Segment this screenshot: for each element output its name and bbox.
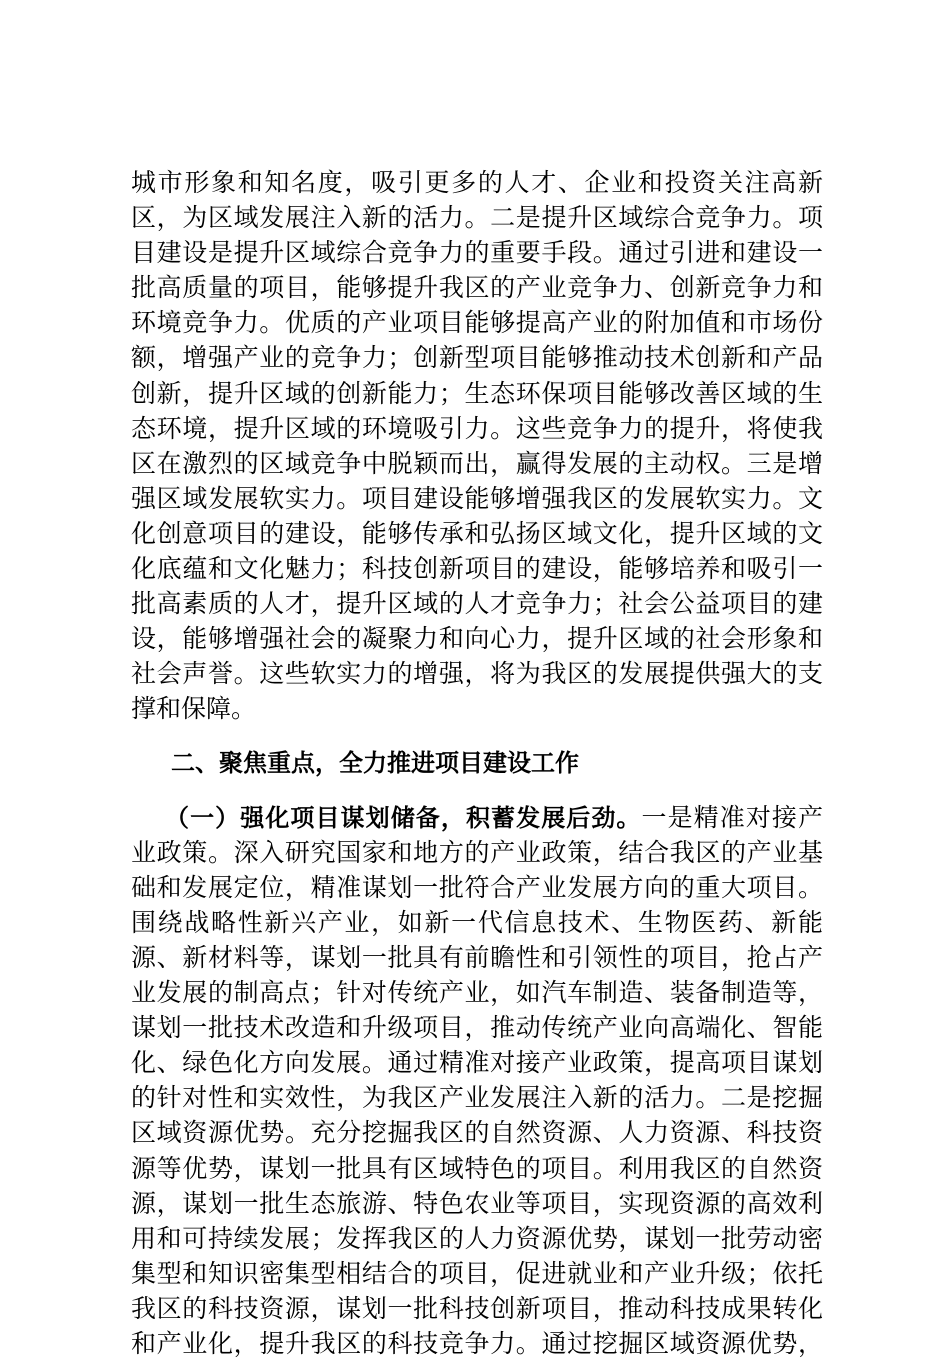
text-line: 用和可持续发展；发挥我区的人力资源优势，谋划一批劳动密	[131, 1223, 823, 1253]
text-line: 业发展的制高点；针对传统产业，如汽车制造、装备制造等，	[131, 978, 823, 1008]
text-line: 和产业化，提升我区的科技竞争力。通过挖掘区域资源优势，	[131, 1329, 823, 1358]
text-line: 源等优势，谋划一批具有区域特色的项目。利用我区的自然资	[131, 1153, 823, 1183]
section-heading: 二、聚焦重点，全力推进项目建设工作	[171, 748, 579, 777]
text-line: 社会声誉。这些软实力的增强，将为我区的发展提供强大的支	[131, 659, 823, 689]
text-line: 城市形象和知名度，吸引更多的人才、企业和投资关注高新	[131, 168, 823, 197]
text-line: 目建设是提升区域综合竞争力的重要手段。通过引进和建设一	[131, 238, 823, 268]
text-line: 环境竞争力。优质的产业项目能够提高产业的附加值和市场份	[131, 308, 823, 338]
paragraph-1	[131, 165, 823, 727]
text-line: 围绕战略性新兴产业，如新一代信息技术、生物医药、新能	[131, 907, 823, 937]
text-line: 态环境，提升区域的环境吸引力。这些竞争力的提升，将使我	[131, 413, 823, 443]
text-line: 业政策。深入研究国家和地方的产业政策，结合我区的产业基	[131, 837, 823, 867]
text-line: 设，能够增强社会的凝聚力和向心力，提升区域的社会形象和	[131, 624, 823, 654]
text-line: 础和发展定位，精准谋划一批符合产业发展方向的重大项目。	[131, 872, 823, 902]
text-line: 源、新材料等，谋划一批具有前瞻性和引领性的项目，抢占产	[131, 942, 823, 972]
text-line: 化底蕴和文化魅力；科技创新项目的建设，能够培养和吸引一	[131, 554, 823, 584]
text-line: 创新，提升区域的创新能力；生态环保项目能够改善区域的生	[131, 378, 823, 408]
text-line: 区域资源优势。充分挖掘我区的自然资源、人力资源、科技资	[131, 1118, 823, 1148]
text-line: 集型和知识密集型相结合的项目，促进就业和产业升级；依托	[131, 1258, 823, 1288]
paragraph-gap	[131, 781, 823, 800]
text-line: 撑和保障。	[131, 694, 257, 724]
paragraph-lead-line	[131, 800, 823, 835]
text-line: 批高素质的人才，提升区域的人才竞争力；社会公益项目的建	[131, 589, 823, 619]
paragraph-2	[131, 800, 823, 1361]
text-line: 区，为区域发展注入新的活力。二是提升区域综合竞争力。项	[131, 203, 823, 233]
text-line: 强区域发展软实力。项目建设能够增强我区的发展软实力。文	[131, 483, 823, 513]
text-line: 源，谋划一批生态旅游、特色农业等项目，实现资源的高效利	[131, 1188, 823, 1218]
text-line: 区在激烈的区域竞争中脱颖而出，赢得发展的主动权。三是增	[131, 448, 823, 478]
text-line: 化、绿色化方向发展。通过精准对接产业政策，提高项目谋划	[131, 1048, 823, 1078]
text-line: 化创意项目的建设，能够传承和弘扬区域文化，提升区域的文	[131, 518, 823, 548]
lead-text: 一是精准对接产	[641, 802, 823, 832]
text-line: 批高质量的项目，能够提升我区的产业竞争力、创新竞争力和	[131, 273, 823, 303]
paragraph-gap	[131, 727, 823, 746]
text-line: 额，增强产业的竞争力；创新型项目能够推动技术创新和产品	[131, 343, 823, 373]
text-line: 谋划一批技术改造和升级项目，推动传统产业向高端化、智能	[131, 1013, 823, 1043]
subsection-title: （一）强化项目谋划储备，积蓄发展后劲。	[165, 803, 642, 832]
document-body	[131, 165, 823, 1361]
text-line: 的针对性和实效性，为我区产业发展注入新的活力。二是挖掘	[131, 1083, 823, 1113]
text-line: 我区的科技资源，谋划一批科技创新项目，推动科技成果转化	[131, 1293, 823, 1323]
